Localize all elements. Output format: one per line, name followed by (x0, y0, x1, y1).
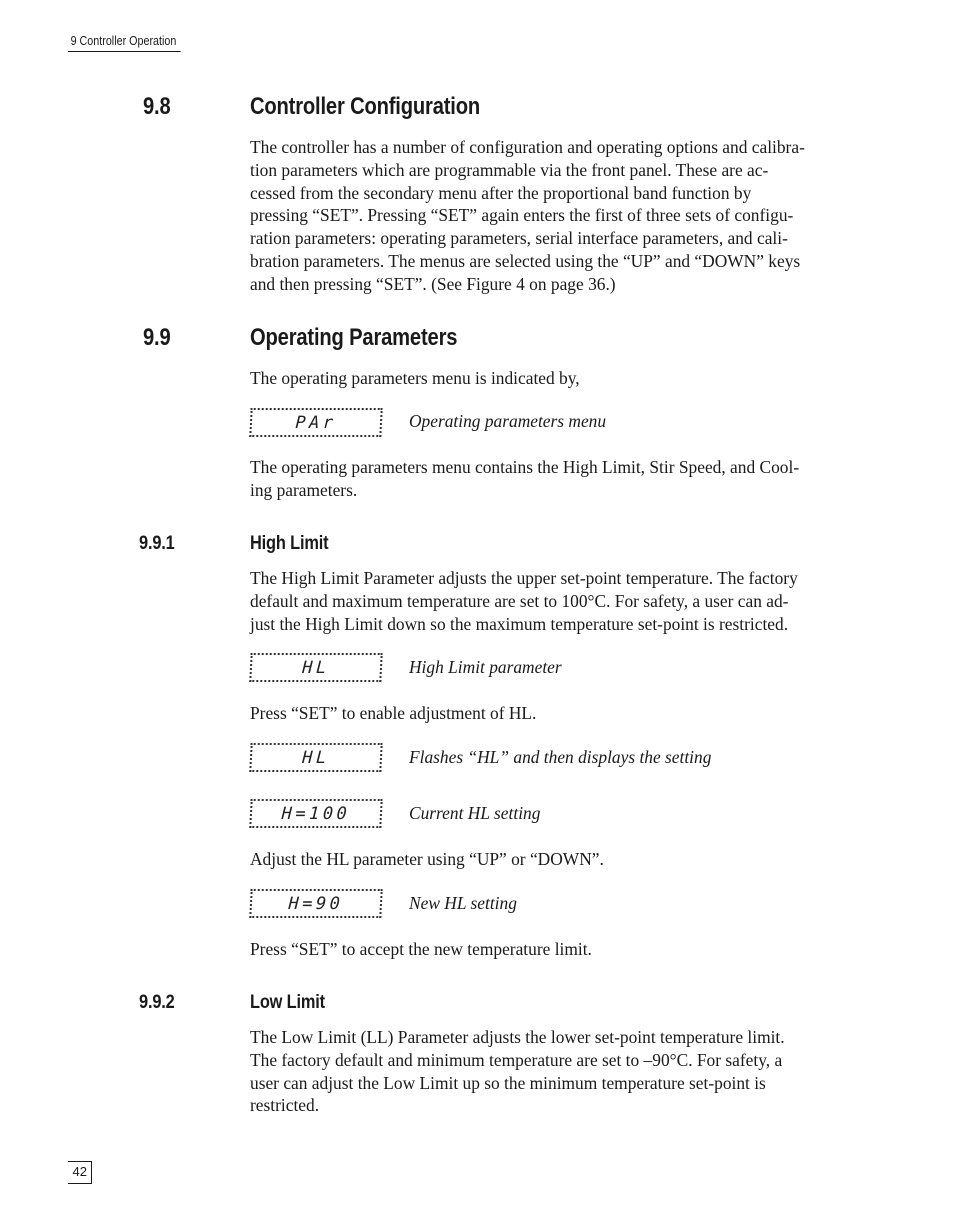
lcd-display-new-hl: H=90 (249, 889, 383, 918)
section-title-high-limit: High Limit (250, 532, 329, 554)
caption-operating-parameters-menu: Operating parameters menu (409, 411, 607, 431)
paragraph-high-limit (250, 567, 866, 635)
caption-flashes-hl: Flashes “HL” and then displays the setting (409, 747, 712, 767)
caption-current-hl-setting: Current HL setting (409, 803, 541, 823)
text-line: bration parameters. The menus are selected using the “UP” and “DOWN” keys (250, 250, 801, 271)
text-line: The factory default and minimum temperature are set to –90°C. For safety, a (250, 1049, 783, 1070)
section-title-operating-parameters: Operating Parameters (250, 324, 458, 351)
text-line: restricted. (250, 1095, 320, 1116)
instruction-press-set: Press “SET” to enable adjustment of HL. (250, 703, 537, 723)
paragraph-low-limit (250, 1026, 866, 1117)
caption-new-hl-setting: New HL setting (409, 893, 517, 913)
text-line: pressing “SET”. Pressing “SET” again enters the first of three sets of configu- (250, 205, 794, 226)
text-line: ing parameters. (250, 479, 358, 500)
lcd-display-hl-flash: HL (249, 743, 383, 772)
text-line: default and maximum temperature are set to 100°C. For safety, a user can ad- (250, 590, 789, 611)
paragraph-controller-configuration (250, 136, 866, 296)
instruction-adjust-hl: Adjust the HL parameter using “UP” or “DOWN”. (250, 849, 604, 869)
page-number: 42 (68, 1161, 92, 1184)
section-number-9-9: 9.9 (143, 324, 171, 351)
section-number-9-9-1: 9.9.1 (139, 532, 175, 554)
text-line: just the High Limit down so the maximum temperature set-point is restricted. (250, 613, 789, 634)
text-line: The Low Limit (LL) Parameter adjusts the lower set-point temperature limit. (250, 1027, 785, 1047)
caption-high-limit-parameter: High Limit parameter (409, 657, 562, 677)
paragraph-operating-intro: The operating parameters menu is indicated by, (250, 368, 580, 388)
text-line: The High Limit Parameter adjusts the upper set-point temperature. The factory (250, 568, 798, 588)
text-line: The controller has a number of configuration and operating options and calibra- (250, 137, 805, 157)
lcd-display-hl: HL (249, 653, 383, 682)
paragraph-operating-contents (250, 456, 866, 502)
text-line: and then pressing “SET”. (See Figure 4 on page 36.) (250, 273, 616, 294)
section-number-9-8: 9.8 (143, 93, 171, 120)
instruction-accept-limit: Press “SET” to accept the new temperature limit. (250, 939, 592, 959)
running-head: 9 Controller Operation (68, 34, 181, 52)
text-line: tion parameters which are programmable via the front panel. These are ac- (250, 159, 769, 180)
lcd-display-current-hl: H=100 (249, 799, 383, 828)
text-line: ration parameters: operating parameters, serial interface parameters, and cali- (250, 228, 788, 249)
text-line: cessed from the secondary menu after the proportional band function by (250, 182, 752, 203)
text-line: The operating parameters menu contains the High Limit, Stir Speed, and Cool- (250, 457, 800, 477)
section-title-low-limit: Low Limit (250, 991, 325, 1013)
section-number-9-9-2: 9.9.2 (139, 991, 175, 1013)
section-title-controller-configuration: Controller Configuration (250, 93, 481, 120)
lcd-display-par: PAr (249, 408, 383, 437)
text-line: user can adjust the Low Limit up so the minimum temperature set-point is (250, 1072, 766, 1093)
